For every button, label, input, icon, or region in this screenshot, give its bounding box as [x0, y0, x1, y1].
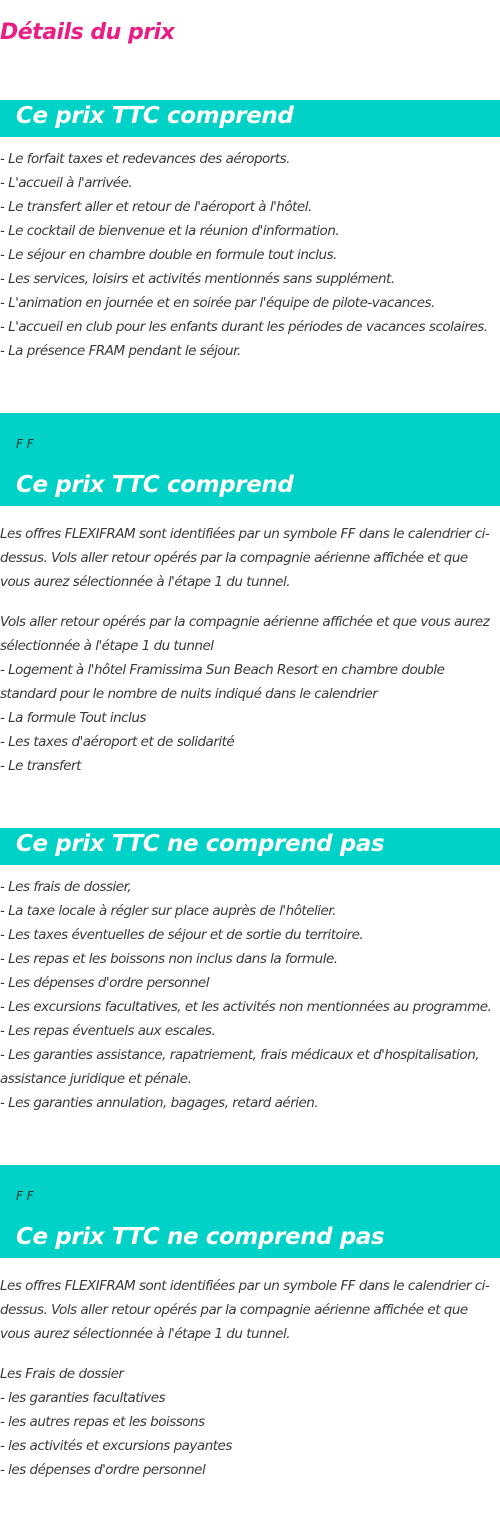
list-item: - La formule Tout inclus: [0, 710, 146, 726]
list-item: - Le forfait taxes et redevances des aéroports.: [0, 151, 290, 167]
list-item: - Les garanties annulation, bagages, retard aérien.: [0, 1095, 319, 1111]
list-item: - Les dépenses d'ordre personnel: [0, 975, 209, 991]
list-item: - Les taxes éventuelles de séjour et de sortie du territoire.: [0, 927, 364, 943]
section-title: Ce prix TTC comprend: [16, 472, 294, 498]
section-header-excludes: [0, 828, 500, 865]
list-item: - Logement à l'hôtel Framissima Sun Beach Resort en chambre double standard pour le nombre de nuits indiqué dans le calendrier: [0, 662, 445, 702]
list-item: - L'accueil en club pour les enfants durant les périodes de vacances scolaires.: [0, 319, 488, 335]
list-item: - Le transfert aller et retour de l'aéroport à l'hôtel.: [0, 199, 312, 215]
includes-list: [0, 147, 500, 363]
section-header-ff-excludes: [0, 1165, 500, 1258]
section-title: Ce prix TTC ne comprend pas: [16, 831, 385, 857]
list-item: - L'animation en journée et en soirée par l'équipe de pilote-vacances.: [0, 295, 435, 311]
section-title: Ce prix TTC ne comprend pas: [16, 1224, 385, 1250]
list-item: - les dépenses d'ordre personnel: [0, 1462, 206, 1478]
ff-intro: Les offres FLEXIFRAM sont identifiées par un symbole FF dans le calendrier ci-dessus. Vols aller retour opérés par la compagnie aérienne affichée et que vous aurez sélectionnée à l'étape 1 du tunnel.: [0, 1278, 490, 1342]
ff-includes-list: [0, 610, 500, 778]
section-header-ff-includes: [0, 413, 500, 506]
page-title: Détails du prix: [0, 20, 175, 45]
list-item: - La présence FRAM pendant le séjour.: [0, 343, 241, 359]
list-item: - les activités et excursions payantes: [0, 1438, 232, 1454]
list-item: - les garanties facultatives: [0, 1390, 166, 1406]
section-header-includes: [0, 100, 500, 137]
ff-excludes-list: [0, 1362, 500, 1482]
list-item: - Le cocktail de bienvenue et la réunion d'information.: [0, 223, 340, 239]
list-item: Les Frais de dossier: [0, 1366, 124, 1382]
list-item: - Les excursions facultatives, et les activités non mentionnées au programme.: [0, 999, 492, 1015]
list-item: - La taxe locale à régler sur place auprès de l'hôtelier.: [0, 903, 336, 919]
list-item: - Les garanties assistance, rapatriement, frais médicaux et d'hospitalisation, assistance juridique et pénale.: [0, 1047, 480, 1087]
ff-code: F F: [16, 437, 34, 451]
list-item: - Les taxes d'aéroport et de solidarité: [0, 734, 235, 750]
list-item: - Le séjour en chambre double en formule tout inclus.: [0, 247, 337, 263]
ff-code: F F: [16, 1189, 34, 1203]
list-item: - les autres repas et les boissons: [0, 1414, 205, 1430]
list-item: - Les services, loisirs et activités mentionnés sans supplément.: [0, 271, 395, 287]
list-item: - Le transfert: [0, 758, 81, 774]
ff-intro: Les offres FLEXIFRAM sont identifiées par un symbole FF dans le calendrier ci-dessus. Vols aller retour opérés par la compagnie aérienne affichée et que vous aurez sélectionnée à l'étape 1 du tunnel.: [0, 526, 490, 590]
list-item: - L'accueil à l'arrivée.: [0, 175, 133, 191]
list-item: - Les repas et les boissons non inclus dans la formule.: [0, 951, 338, 967]
list-item: Vols aller retour opérés par la compagnie aérienne affichée et que vous aurez sélectionnée à l'étape 1 du tunnel: [0, 614, 490, 654]
list-item: - Les frais de dossier,: [0, 879, 132, 895]
excludes-list: [0, 875, 500, 1115]
section-title: Ce prix TTC comprend: [16, 103, 294, 129]
list-item: - Les repas éventuels aux escales.: [0, 1023, 216, 1039]
